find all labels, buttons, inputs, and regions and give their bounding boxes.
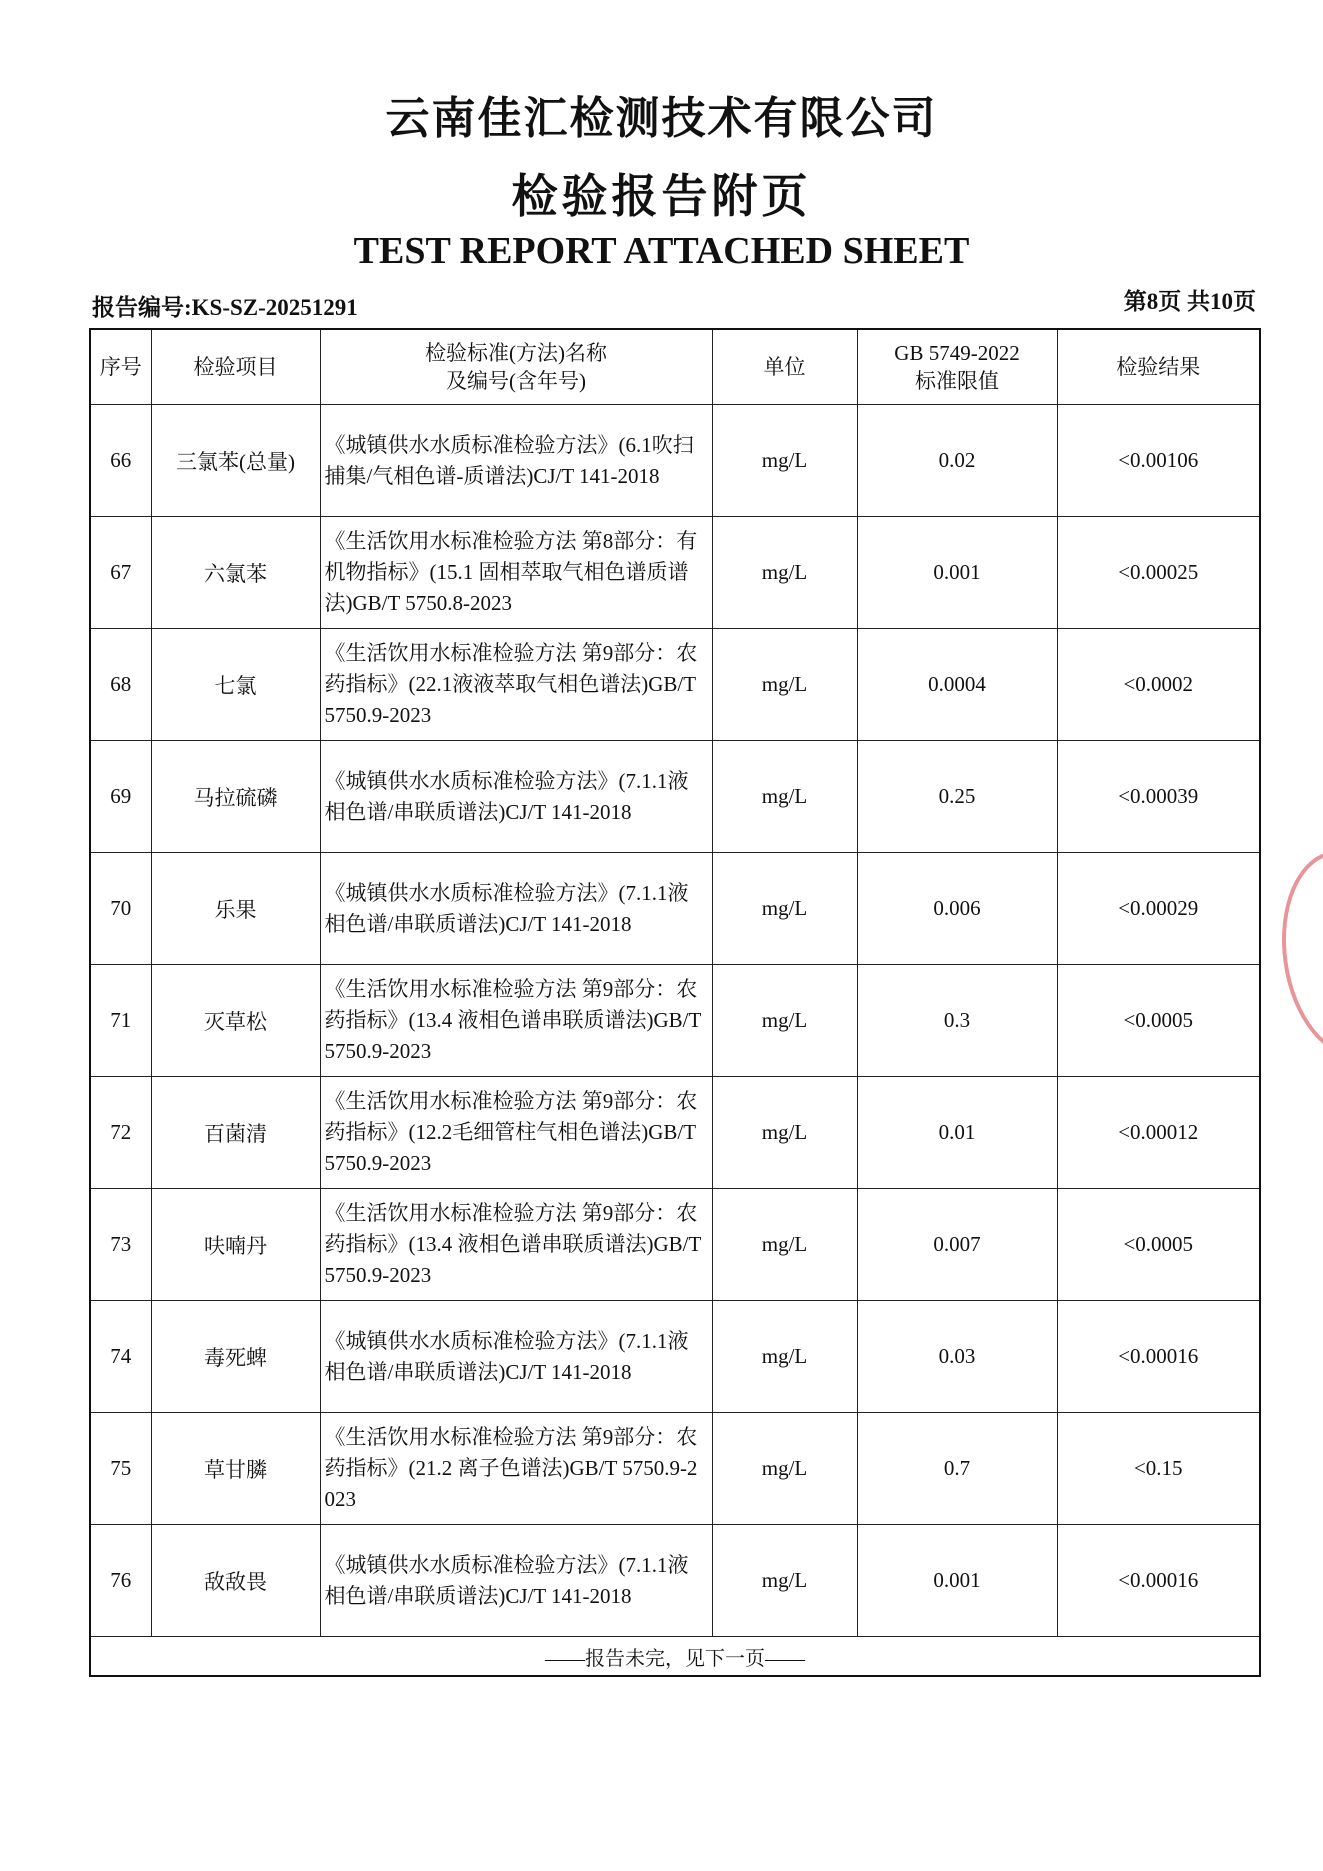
cell-unit: mg/L [712, 517, 857, 629]
cell-unit: mg/L [712, 1301, 857, 1413]
cell-method: 《生活饮用水标准检验方法 第9部分：农药指标》(22.1液液萃取气相色谱法)GB/T 5750.9-2023 [320, 629, 712, 741]
cell-item: 六氯苯 [151, 517, 320, 629]
continued-note: ——报告未完，见下一页—— [90, 1637, 1260, 1677]
cell-result: <0.00016 [1057, 1525, 1260, 1637]
cell-method: 《城镇供水水质标准检验方法》(7.1.1液相色谱/串联质谱法)CJ/T 141-2018 [320, 853, 712, 965]
cell-result: <0.00016 [1057, 1301, 1260, 1413]
header-limit [857, 329, 1057, 405]
cell-result: <0.00039 [1057, 741, 1260, 853]
cell-item: 乐果 [151, 853, 320, 965]
cell-unit: mg/L [712, 853, 857, 965]
header-item: 检验项目 [151, 329, 320, 405]
header-method [320, 329, 712, 405]
cell-seq: 75 [90, 1413, 151, 1525]
cell-method: 《生活饮用水标准检验方法 第9部分：农药指标》(13.4 液相色谱串联质谱法)GB/T 5750.9-2023 [320, 1189, 712, 1301]
header-unit: 单位 [712, 329, 857, 405]
table-row [90, 1525, 1260, 1637]
cell-seq: 70 [90, 853, 151, 965]
cell-unit: mg/L [712, 629, 857, 741]
table-row [90, 1189, 1260, 1301]
table-row [90, 1413, 1260, 1525]
cell-limit: 0.0004 [857, 629, 1057, 741]
cell-unit: mg/L [712, 741, 857, 853]
table-header-row [90, 329, 1260, 405]
cell-method: 《生活饮用水标准检验方法 第8部分：有机物指标》(15.1 固相萃取气相色谱质谱法)GB/T 5750.8-2023 [320, 517, 712, 629]
cell-item: 毒死蜱 [151, 1301, 320, 1413]
cell-result: <0.00025 [1057, 517, 1260, 629]
cell-limit: 0.001 [857, 517, 1057, 629]
cell-method: 《生活饮用水标准检验方法 第9部分：农药指标》(13.4 液相色谱串联质谱法)GB/T 5750.9-2023 [320, 965, 712, 1077]
cell-item: 马拉硫磷 [151, 741, 320, 853]
english-title: TEST REPORT ATTACHED SHEET [353, 230, 970, 272]
table-footer-row [90, 1637, 1260, 1677]
cell-item: 三氯苯(总量) [151, 405, 320, 517]
cell-limit: 0.01 [857, 1077, 1057, 1189]
results-table [89, 328, 1261, 1677]
cell-limit: 0.001 [857, 1525, 1057, 1637]
cell-seq: 73 [90, 1189, 151, 1301]
cell-limit: 0.7 [857, 1413, 1057, 1525]
cell-seq: 68 [90, 629, 151, 741]
header-limit-line2: 标准限值 [915, 369, 999, 393]
report-subtitle: 检验报告附页 [511, 169, 812, 223]
cell-seq: 76 [90, 1525, 151, 1637]
cell-item: 敌敌畏 [151, 1525, 320, 1637]
table-row [90, 1077, 1260, 1189]
table-row [90, 741, 1260, 853]
cell-limit: 0.3 [857, 965, 1057, 1077]
cell-unit: mg/L [712, 1525, 857, 1637]
cell-result: <0.00029 [1057, 853, 1260, 965]
cell-seq: 74 [90, 1301, 151, 1413]
cell-limit: 0.03 [857, 1301, 1057, 1413]
cell-seq: 66 [90, 405, 151, 517]
cell-method: 《城镇供水水质标准检验方法》(7.1.1液相色谱/串联质谱法)CJ/T 141-2018 [320, 1525, 712, 1637]
header-method-line1: 检验标准(方法)名称 [425, 341, 607, 365]
header-seq: 序号 [90, 329, 151, 405]
cell-method: 《城镇供水水质标准检验方法》(7.1.1液相色谱/串联质谱法)CJ/T 141-2018 [320, 1301, 712, 1413]
table-row [90, 517, 1260, 629]
cell-method: 《生活饮用水标准检验方法 第9部分：农药指标》(21.2 离子色谱法)GB/T 5750.9-2023 [320, 1413, 712, 1525]
table-row [90, 1301, 1260, 1413]
cell-item: 草甘膦 [151, 1413, 320, 1525]
cell-unit: mg/L [712, 1077, 857, 1189]
cell-result: <0.0002 [1057, 629, 1260, 741]
cell-seq: 72 [90, 1077, 151, 1189]
cell-seq: 69 [90, 741, 151, 853]
cell-seq: 71 [90, 965, 151, 1077]
cell-seq: 67 [90, 517, 151, 629]
company-title: 云南佳汇检测技术有限公司 [385, 93, 938, 144]
cell-limit: 0.006 [857, 853, 1057, 965]
cell-limit: 0.02 [857, 405, 1057, 517]
header-method-line2: 及编号(含年号) [446, 369, 586, 393]
cell-method: 《城镇供水水质标准检验方法》(7.1.1液相色谱/串联质谱法)CJ/T 141-2018 [320, 741, 712, 853]
cell-item: 灭草松 [151, 965, 320, 1077]
cell-limit: 0.007 [857, 1189, 1057, 1301]
table-row [90, 405, 1260, 517]
cell-limit: 0.25 [857, 741, 1057, 853]
header-limit-line1: GB 5749-2022 [894, 341, 1020, 365]
cell-item: 七氯 [151, 629, 320, 741]
cell-method: 《城镇供水水质标准检验方法》(6.1吹扫捕集/气相色谱-质谱法)CJ/T 141-2018 [320, 405, 712, 517]
cell-unit: mg/L [712, 1413, 857, 1525]
report-number: 报告编号:KS-SZ-20251291 [92, 295, 358, 320]
cell-result: <0.15 [1057, 1413, 1260, 1525]
cell-result: <0.00106 [1057, 405, 1260, 517]
cell-method: 《生活饮用水标准检验方法 第9部分：农药指标》(12.2毛细管柱气相色谱法)GB/T 5750.9-2023 [320, 1077, 712, 1189]
cell-result: <0.00012 [1057, 1077, 1260, 1189]
table-row [90, 629, 1260, 741]
header-result: 检验结果 [1057, 329, 1260, 405]
cell-unit: mg/L [712, 965, 857, 1077]
cell-unit: mg/L [712, 1189, 857, 1301]
red-seal-stamp [1269, 842, 1323, 1066]
cell-unit: mg/L [712, 405, 857, 517]
cell-item: 百菌清 [151, 1077, 320, 1189]
cell-result: <0.0005 [1057, 965, 1260, 1077]
page-indicator: 第8页 共10页 [1123, 289, 1256, 314]
table-row [90, 965, 1260, 1077]
cell-result: <0.0005 [1057, 1189, 1260, 1301]
table-row [90, 853, 1260, 965]
cell-item: 呋喃丹 [151, 1189, 320, 1301]
